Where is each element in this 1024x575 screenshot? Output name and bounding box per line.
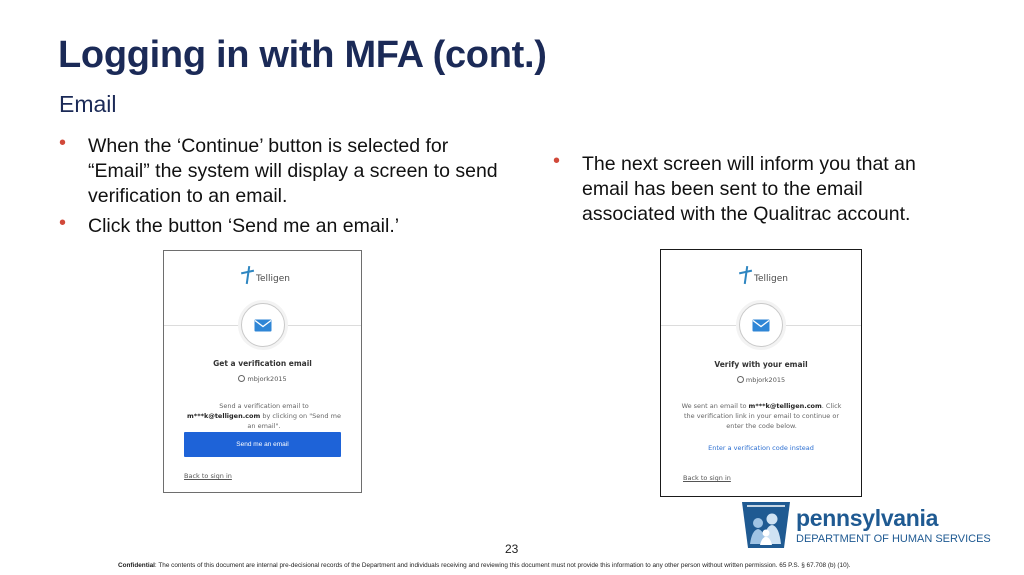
back-to-sign-in-link[interactable]: Back to sign in [683, 474, 731, 482]
brand-name: pennsylvania [796, 505, 939, 531]
right-bullet-list [552, 152, 952, 232]
send-email-screenshot [163, 250, 362, 493]
username-row [661, 376, 861, 384]
username: mbjork2015 [247, 375, 287, 383]
verify-email-screenshot [660, 249, 862, 497]
masked-email: m***k@telligen.com [748, 402, 822, 410]
keystone-icon [740, 500, 792, 550]
confidentiality-footer [118, 562, 851, 569]
telligen-logo [241, 266, 290, 284]
slide-title: Logging in with MFA (cont.) [58, 34, 547, 76]
telligen-mark-icon [739, 266, 753, 284]
brand-department: DEPARTMENT OF HUMAN SERVICES [796, 533, 991, 545]
send-email-button[interactable]: Send me an email [184, 432, 341, 457]
masked-email: m***k@telligen.com [187, 412, 261, 420]
instruction-text: We sent an email to m***k@telligen.com. Click the verification link in your email to continue or enter the code below. [681, 402, 842, 430]
user-icon [238, 375, 245, 382]
pa-dhs-logo [740, 500, 991, 552]
back-to-sign-in-link[interactable]: Back to sign in [184, 472, 232, 480]
logo-text: Telligen [754, 274, 788, 284]
telligen-mark-icon [241, 266, 255, 284]
enter-code-link[interactable]: Enter a verification code instead [708, 444, 814, 452]
instruction-text: Send a verification email to m***k@telligen.com by clicking on "Send me an email". [187, 402, 341, 430]
envelope-icon [241, 303, 285, 347]
bullet-item: • When the ‘Continue’ button is selected for “Email” the system will display a screen to send verification to an email. [58, 134, 498, 209]
bullet-item: • The next screen will inform you that an email has been sent to the email associated with the Qualitrac account. [552, 152, 952, 227]
envelope-icon [739, 303, 783, 347]
screen-heading: Get a verification email [213, 359, 312, 368]
page-number: 23 [505, 542, 519, 556]
user-icon [737, 376, 744, 383]
username: mbjork2015 [745, 376, 786, 384]
footer-text: : The contents of this document are internal pre-decisional records of the Department and individuals receiving and reviewing this document must not provide this information to any other person without written permission. 65 P.S. § 67.708 (b) (10). [154, 562, 851, 569]
logo-text: Telligen [256, 274, 290, 284]
username-row [164, 375, 361, 383]
slide-subtitle: Email [59, 91, 117, 117]
bullet-item: • Click the button ‘Send me an email.’ [58, 214, 498, 239]
telligen-logo [739, 266, 788, 284]
screen-heading: Verify with your email [714, 360, 808, 369]
left-bullet-list [58, 134, 498, 244]
footer-label: Confidential [118, 562, 155, 569]
